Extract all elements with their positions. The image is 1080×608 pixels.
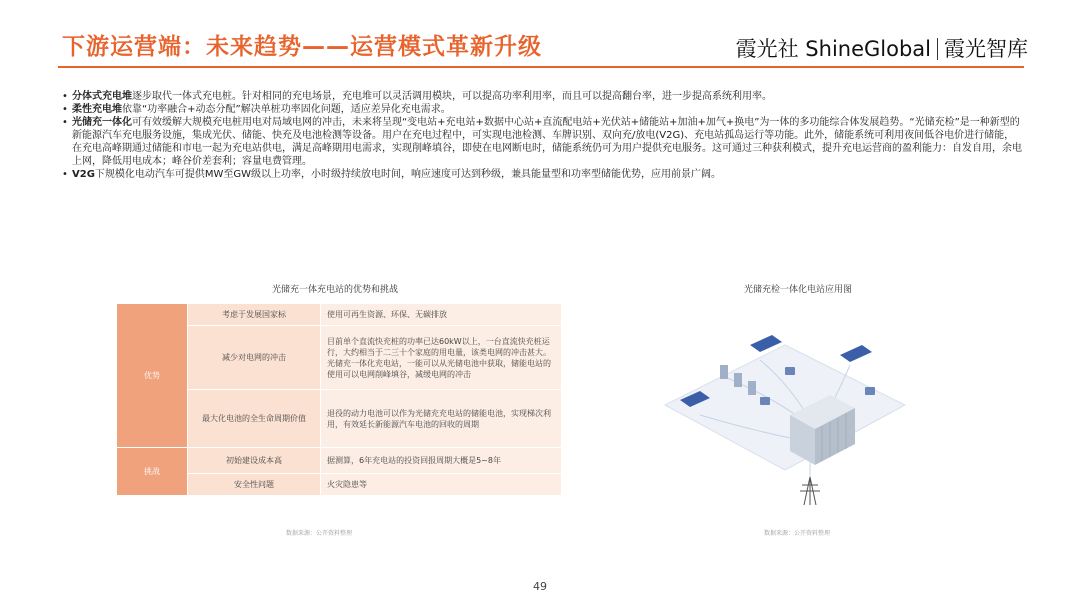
desc-cell: 使用可再生资源、环保、无碳排放 — [321, 304, 562, 326]
advantages-challenges-table — [116, 303, 562, 496]
category-cell: 挑战 — [117, 448, 188, 496]
table-row — [117, 304, 562, 326]
brand-name-shineglobal: 霞光社 ShineGlobal — [735, 37, 931, 61]
bullet-text: 可有效缓解大规模充电桩用电对局域电网的冲击，未来将呈现“变电站+充电站+数据中心站+直流配电站+光伏站+储能站+加油+加气+换电”为一体的多功能综合体发展趋势。“光储充检”是一种新型的新能源汽车充电服务设施，集成光伏、储能、快充及电池检测等设备。用户在充电过程中，可实现电池检测、车牌识别、双向充/放电(V2G)、充电站孤岛运行等功能。此外，储能系统可利用夜间低谷电价进行储能，在充电高峰期通过储能和市电一起为充电站供电，满足高峰期用电需求，实现削峰填谷，即使在电网断电时，储能系统仍可为用户提供充电服务。这可通过三种获利模式，提升充电运营商的盈利能力：自发自用，余电上网，降低用电成本；峰谷价差套利；容量电费管理。 — [72, 117, 1022, 167]
charging-station-diagram — [660, 305, 910, 510]
title-underline — [58, 66, 1024, 68]
category-cell: 优势 — [117, 304, 188, 448]
item-cell: 减少对电网的冲击 — [188, 326, 321, 390]
bullet-term: V2G — [72, 169, 95, 180]
item-cell: 考虑于发展国家标 — [188, 304, 321, 326]
bullet-term: 光储充一体化 — [72, 117, 132, 128]
desc-cell: 退役的动力电池可以作为光储充充电站的储能电池，实现梯次利用，有效延长新能源汽车电池的回收的周期 — [321, 390, 562, 448]
desc-cell: 据测算，6年充电站的投资回报周期大概是5~8年 — [321, 448, 562, 474]
bullet-list — [62, 90, 1022, 181]
desc-cell: 目前单个直流快充桩的功率已达60kW以上，一台直流快充桩运行，大约相当于二三十个家庭的用电量，该类电网的冲击甚大。光储充一体化充电站，一能可以从光储电池中获取，储能电站的使用可以电网削峰填谷，减缓电网的冲击 — [321, 326, 562, 390]
right-figure-source: 数据来源：公开资料整理 — [764, 530, 831, 537]
item-cell: 最大化电池的全生命周期价值 — [188, 390, 321, 448]
desc-cell: 火灾隐患等 — [321, 474, 562, 496]
brand-divider — [937, 38, 938, 60]
brand-logo — [736, 33, 1028, 63]
bullet-item — [62, 103, 1022, 116]
bullet-term: 柔性充电堆 — [72, 104, 122, 115]
bullet-term: 分体式充电堆 — [72, 91, 132, 102]
left-figure-source: 数据来源：公开资料整理 — [286, 530, 353, 537]
page-number: 49 — [533, 580, 547, 593]
bullet-item — [62, 116, 1022, 168]
right-figure-title: 光储充检一体化电站应用图 — [744, 285, 853, 295]
left-figure-title: 光储充一体充电站的优势和挑战 — [272, 285, 399, 295]
page-title: 下游运营端：未来趋势——运营模式革新升级 — [62, 34, 542, 60]
bullet-text: 下规模化电动汽车可提供MW至GW级以上功率，小时级持续放电时间，响应速度可达到秒级，兼具能量型和功率型储能优势，应用前景广阔。 — [94, 169, 722, 180]
power-tower-icon — [800, 477, 820, 505]
brand-name-think-tank: 霞光智库 — [944, 37, 1028, 61]
bullet-text: 逐步取代一体式充电桩。针对相同的充电场景，充电堆可以灵活调用模块，可以提高功率利用率，而且可以提高翻台率，进一步提高系统利用率。 — [132, 91, 772, 102]
bullet-text: 依靠“功率融合+动态分配”解决单桩功率固化问题，适应差异化充电需求。 — [122, 104, 451, 115]
item-cell: 初始建设成本高 — [188, 448, 321, 474]
item-cell: 安全性问题 — [188, 474, 321, 496]
bullet-item — [62, 90, 1022, 103]
bullet-item — [62, 168, 1022, 181]
table-row — [117, 448, 562, 474]
